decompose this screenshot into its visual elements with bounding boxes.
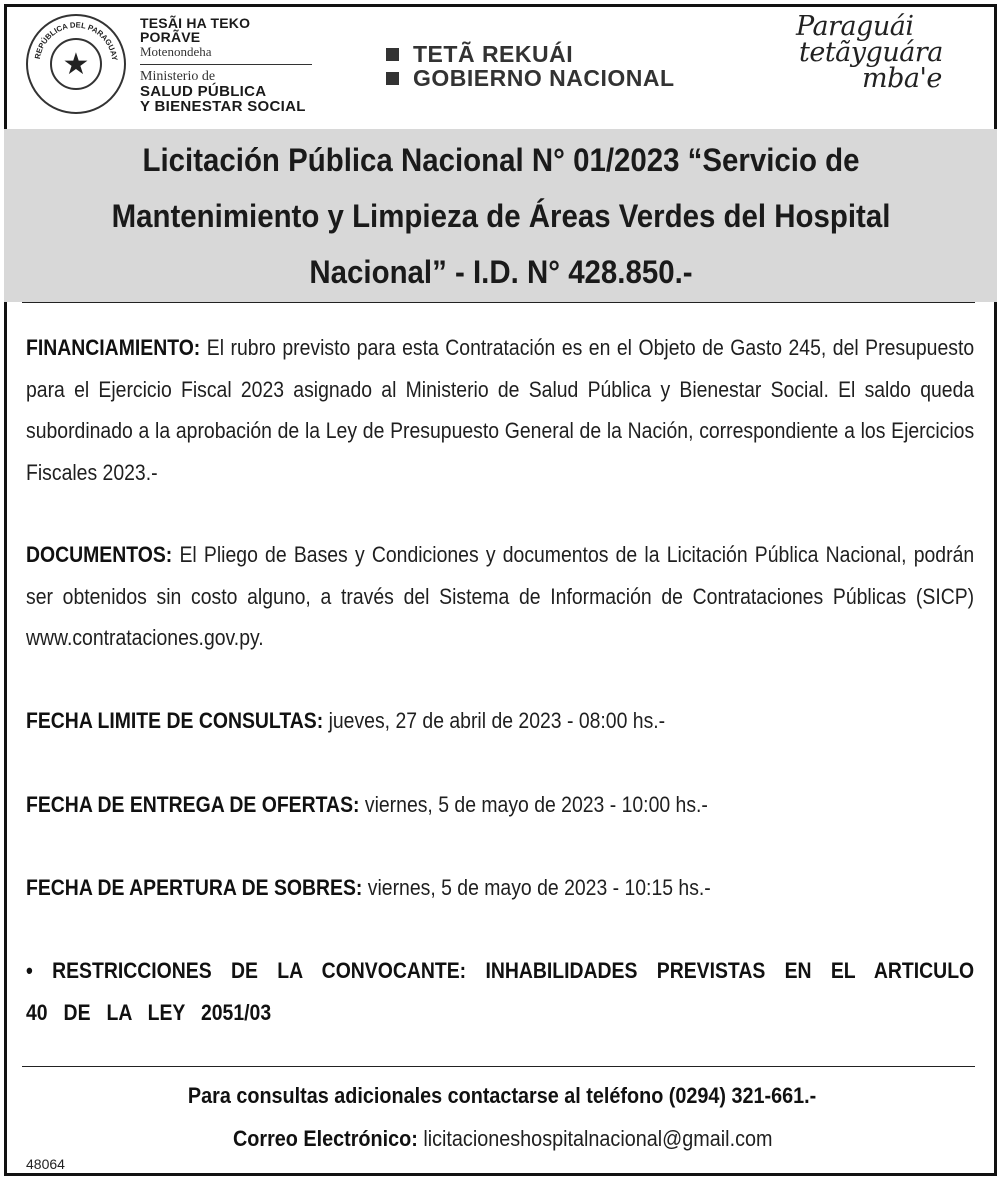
consultas-value: jueves, 27 de abril de 2023 - 08:00 hs.- (328, 708, 666, 733)
entrega-value: viernes, 5 de mayo de 2023 - 10:00 hs.- (364, 792, 708, 817)
title-band (4, 129, 997, 302)
financiamiento-section (26, 327, 975, 493)
ministry-logo (140, 16, 330, 114)
ministerio-line-1: SALUD PÚBLICA (140, 83, 267, 100)
entrega-row (26, 790, 708, 820)
org-line-1: TESÃI HA TEKO (140, 15, 251, 31)
star-icon: ★ (50, 38, 102, 90)
ministerio-line-2: Y BIENESTAR SOCIAL (140, 98, 306, 115)
slogan-line-2: tetãyguára (799, 37, 943, 69)
org-line-2: PORÃVE (140, 29, 201, 45)
ministry-divider (140, 64, 312, 65)
org-guarani: Motenondeha (140, 44, 212, 59)
consultas-label: FECHA LIMITE DE CONSULTAS: (26, 708, 324, 733)
restricciones-text: RESTRICCIONES DE LA CONVOCANTE: INHABILIDADES PREVISTAS EN EL ARTICULO 40 DE LA LEY 2051/03 (26, 958, 975, 1025)
documentos-section (26, 534, 975, 659)
apertura-label: FECHA DE APERTURA DE SOBRES: (26, 875, 363, 900)
footer-phone (0, 1080, 1005, 1112)
documentos-text: El Pliego de Bases y Condiciones y documentos de la Licitación Pública Nacional, podrán ser obtenidos sin costo alguno, a través del Sistema de Información de Contrataciones Públicas (SICP) www.contrataciones.gov.py. (26, 542, 975, 650)
documentos-label: DOCUMENTOS: (26, 542, 173, 567)
title-divider (22, 302, 975, 303)
slogan-line-3: mba'e (862, 63, 942, 95)
national-seal (26, 14, 126, 114)
slogan-logo (796, 11, 966, 95)
financiamiento-text: El rubro previsto para esta Contratación es en el Objeto de Gasto 245, del Presupuesto para el Ejercicio Fiscal 2023 asignado al Ministerio de Salud Pública y Bienestar Social. El saldo queda subordinado a la aprobación de la Ley de Presupuesto General de la Nación, correspondiente a los Ejercicios Fiscales 2023.- (26, 335, 975, 485)
slogan-line-1: Paraguái (796, 11, 914, 42)
footer-divider (22, 1066, 975, 1067)
financiamiento-label: FINANCIAMIENTO: (26, 335, 201, 360)
gov-line-2: GOBIERNO NACIONAL (413, 65, 675, 92)
square-bullet-icon (386, 48, 399, 61)
apertura-row (26, 873, 711, 903)
footer-phone-text: Para consultas adicionales contactarse al teléfono (0294) 321-661.- (188, 1083, 817, 1108)
bullet-icon: • (26, 958, 33, 983)
consultas-row (26, 706, 665, 736)
ministerio-prefix: Ministerio de (140, 69, 216, 84)
entrega-label: FECHA DE ENTREGA DE OFERTAS: (26, 792, 360, 817)
apertura-value: viernes, 5 de mayo de 2023 - 10:15 hs.- (367, 875, 711, 900)
footer-email (0, 1123, 1005, 1155)
email-address: licitacioneshospitalnacional@gmail.com (423, 1126, 773, 1151)
email-label: Correo Electrónico: (232, 1126, 418, 1151)
restricciones-section (26, 950, 975, 1033)
page-title: Licitación Pública Nacional N° 01/2023 “Servicio de Mantenimiento y Limpieza de Áreas Verdes del Hospital Nacional” - I.D. N° 428.850.- (111, 141, 890, 290)
government-logo (386, 42, 675, 90)
seal-text: REPÚBLICA DEL PARAGUAY (32, 20, 120, 62)
gov-line-1: TETÃ REKUÁI (413, 41, 574, 67)
square-bullet-icon (386, 72, 399, 85)
ad-code: 48064 (26, 1156, 65, 1172)
